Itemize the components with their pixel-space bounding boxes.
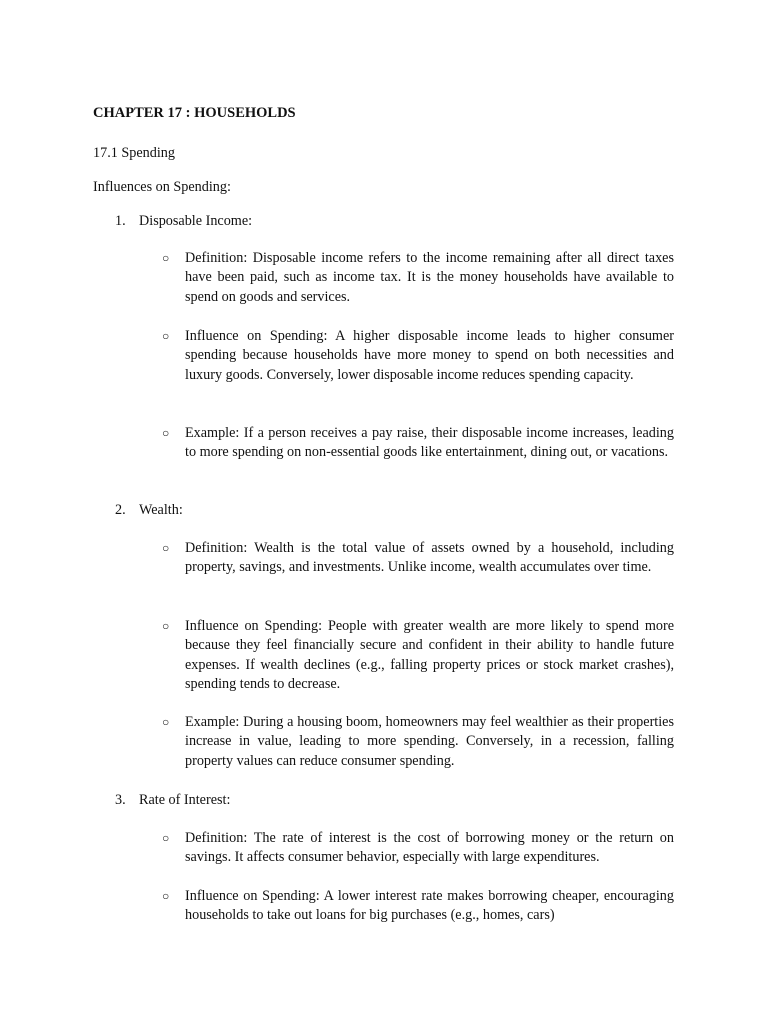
- hollow-circle-bullet-icon: ○: [162, 889, 170, 903]
- bullet-text: Influence on Spending: A higher disposable income leads to higher consumer spending because households have more money to spend on both necessities and luxury goods. Conversely, lower disposable income reduces spending capacity.: [185, 328, 674, 383]
- section-heading: 17.1 Spending: [93, 145, 175, 161]
- bullet-text: Influence on Spending: People with greater wealth are more likely to spend more because they feel financially secure and confident in their ability to handle future expenses. If wealth declines (e.g., falling property prices or stock market crashes), spending tends to decrease.: [185, 618, 674, 693]
- list-item: [162, 713, 674, 771]
- chapter-title: CHAPTER 17 : HOUSEHOLDS: [93, 105, 296, 121]
- bullet-text: Definition: Wealth is the total value of assets owned by a household, including property, savings, and investments. Unlike income, wealth accumulates over time.: [185, 540, 674, 576]
- factor-title: Rate of Interest:: [139, 792, 231, 808]
- bullet-text: Example: If a person receives a pay raise, their disposable income increases, leading to more spending on non-essential goods like entertainment, dining out, or vacations.: [185, 425, 674, 461]
- hollow-circle-bullet-icon: ○: [162, 831, 170, 845]
- list-item: [162, 887, 674, 926]
- factor-title: Wealth:: [139, 502, 183, 518]
- hollow-circle-bullet-icon: ○: [162, 251, 170, 265]
- list-item: [162, 539, 674, 578]
- list-item: [162, 617, 674, 695]
- list-item: [162, 249, 674, 307]
- hollow-circle-bullet-icon: ○: [162, 715, 170, 729]
- hollow-circle-bullet-icon: ○: [162, 619, 170, 633]
- factor-number: 1.: [115, 213, 126, 229]
- list-item: [162, 829, 674, 868]
- factor-heading-wealth: [115, 501, 183, 519]
- factor-number: 2.: [115, 502, 126, 518]
- factor-title: Disposable Income:: [139, 213, 253, 229]
- intro-line: Influences on Spending:: [93, 179, 231, 195]
- factor-heading-disposable-income: [115, 212, 252, 230]
- bullet-text: Definition: The rate of interest is the cost of borrowing money or the return on savings. It affects consumer behavior, especially with large expenditures.: [185, 830, 674, 866]
- hollow-circle-bullet-icon: ○: [162, 329, 170, 343]
- factor-number: 3.: [115, 792, 126, 808]
- factor-heading-rate-of-interest: [115, 791, 230, 809]
- bullet-text: Influence on Spending: A lower interest rate makes borrowing cheaper, encouraging households to take out loans for big purchases (e.g., homes, cars): [185, 888, 674, 924]
- bullet-text: Example: During a housing boom, homeowners may feel wealthier as their properties increase in value, leading to more spending. Conversely, in a recession, falling property values can reduce consumer spending.: [185, 714, 674, 769]
- list-item: [162, 327, 674, 385]
- list-item: [162, 424, 674, 463]
- bullet-text: Definition: Disposable income refers to the income remaining after all direct taxes have been paid, such as income tax. It is the money households have available to spend on goods and services.: [185, 250, 674, 305]
- hollow-circle-bullet-icon: ○: [162, 541, 170, 555]
- hollow-circle-bullet-icon: ○: [162, 426, 170, 440]
